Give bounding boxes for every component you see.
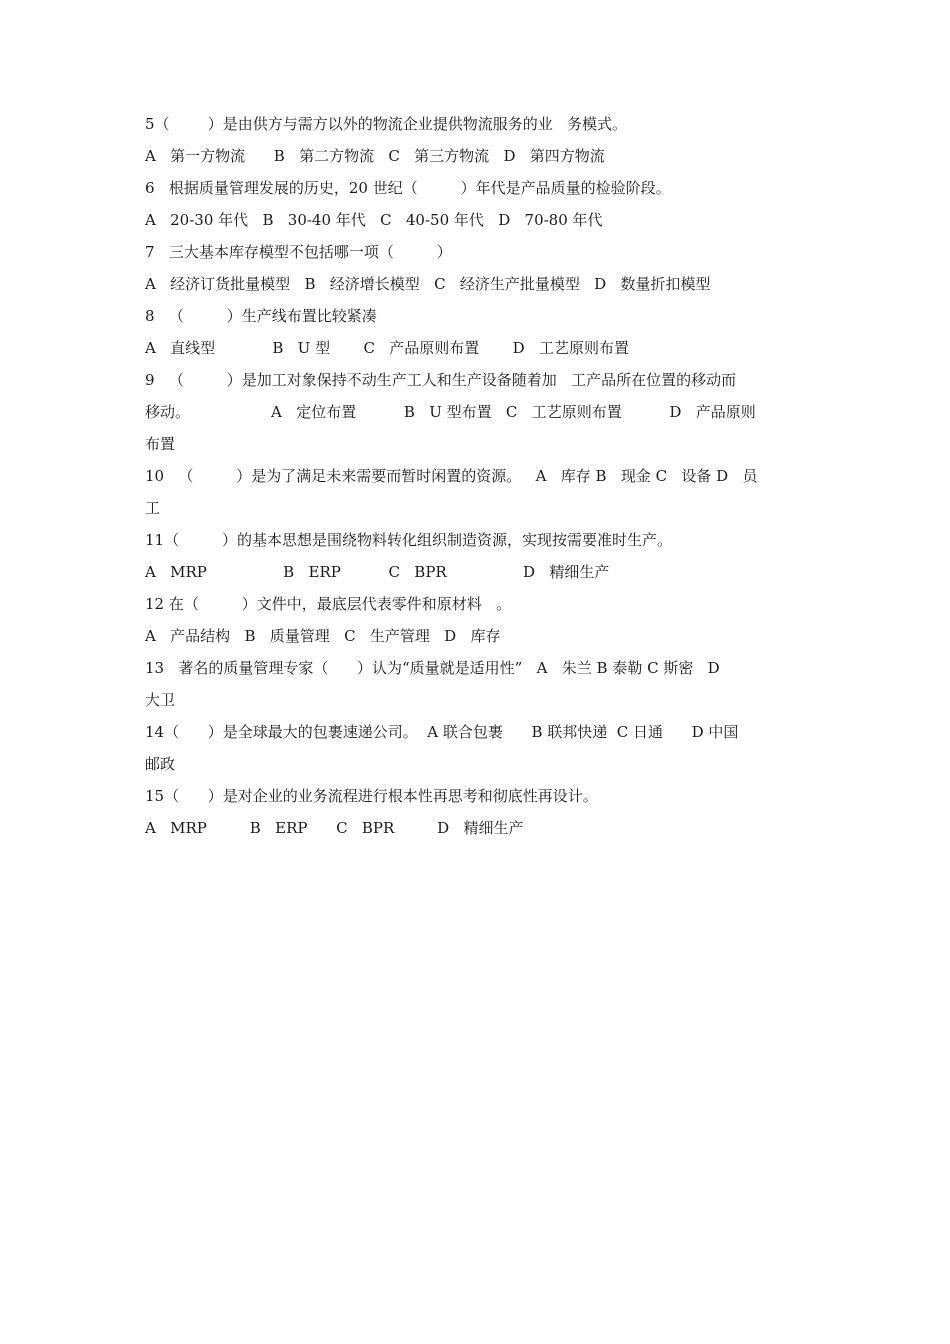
- question-5: 5（ ）是由供方与需方以外的物流企业提供物流服务的业 务模式。: [145, 115, 627, 133]
- question-12: 12 在（ ）文件中，最底层代表零件和原材料 。: [145, 595, 512, 613]
- question-7-options: A 经济订货批量模型 B 经济增长模型 C 经济生产批量模型 D 数量折扣模型: [145, 275, 711, 293]
- question-9: 9 （ ）是加工对象保持不动生产工人和生产设备随着加 工产品所在位置的移动而: [145, 371, 737, 389]
- question-14-continued: 邮政: [145, 755, 176, 773]
- question-8: 8 （ ）生产线布置比较紧凑: [145, 307, 377, 325]
- question-9-continued: 移动。 A 定位布置 B U 型布置 C 工艺原则布置 D 产品原则: [145, 403, 756, 421]
- question-8-options: A 直线型 B U 型 C 产品原则布置 D 工艺原则布置: [145, 339, 629, 357]
- question-9-continued-2: 布置: [145, 435, 176, 453]
- question-15-options: A MRP B ERP C BPR D 精细生产: [145, 819, 524, 837]
- question-document: [145, 108, 810, 844]
- question-10: 10 （ ）是为了满足未来需要而暂时闲置的资源。 A 库存 B 现金 C 设备 D 员: [145, 467, 758, 485]
- question-7: 7 三大基本库存模型不包括哪一项（ ）: [145, 243, 452, 261]
- question-15: 15（ ）是对企业的业务流程进行根本性再思考和彻底性再设计。: [145, 787, 598, 805]
- question-13-continued: 大卫: [145, 691, 176, 709]
- question-6: 6 根据质量管理发展的历史，20 世纪（ ）年代是产品质量的检验阶段。: [145, 179, 671, 197]
- question-6-options: A 20-30 年代 B 30-40 年代 C 40-50 年代 D 70-80 年代: [145, 211, 603, 229]
- question-12-options: A 产品结构 B 质量管理 C 生产管理 D 库存: [145, 627, 501, 645]
- question-10-continued: 工: [145, 499, 161, 517]
- question-11: 11（ ）的基本思想是围绕物料转化组织制造资源，实现按需要准时生产。: [145, 531, 673, 549]
- question-14: 14（ ）是全球最大的包裹速递公司。 A 联合包裹 B 联邦快递 C 日通 D 中国: [145, 723, 739, 741]
- question-11-options: A MRP B ERP C BPR D 精细生产: [145, 563, 610, 581]
- question-5-options: A 第一方物流 B 第二方物流 C 第三方物流 D 第四方物流: [145, 147, 605, 165]
- question-13: 13 著名的质量管理专家（ ）认为“质量就是适用性” A 朱兰 B 泰勒 C 斯密 D: [145, 659, 720, 677]
